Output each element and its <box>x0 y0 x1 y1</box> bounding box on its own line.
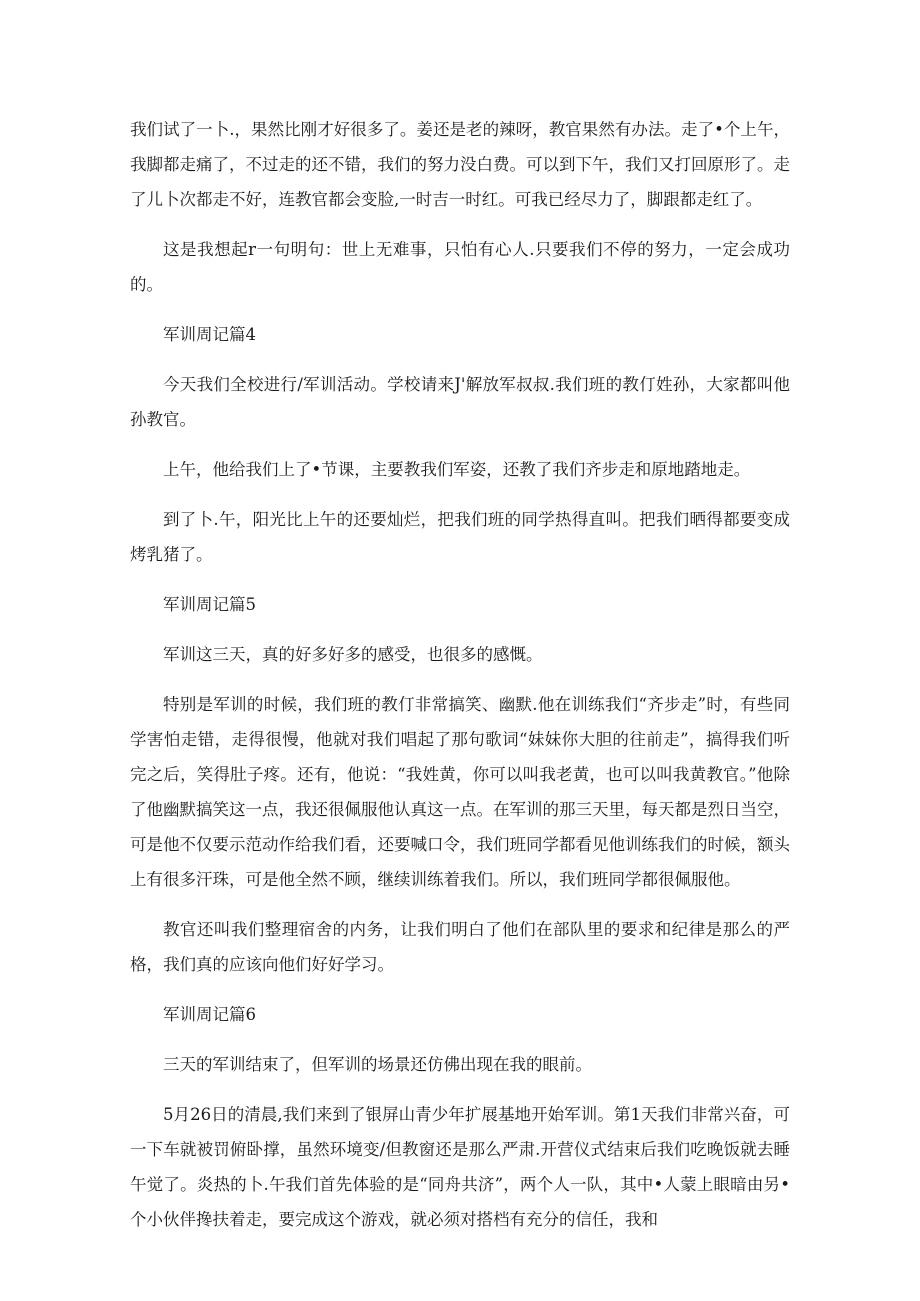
document-body <box>130 112 790 1252</box>
paragraph: 5月26日的清晨,我们来到了银屏山青少年扩展基地开始军训。第1天我们非常兴奋，可一下车就被罚俯卧撑，虽然环境变/但教窗还是那么严肃.开营仪式结束后我们吃晚饭就去睡午觉了。炎热的卜.午我们首先体验的是“同舟共济”，两个人一队，其中•人蒙上眼暗由另•个小伙伴搀扶着走，要完成这个游戏，就必须对搭档有充分的信任，我和 <box>130 1105 790 1229</box>
paragraph: 我们试了一卜.，果然比刚才好很多了。姜还是老的辣呀，教官果然有办法。走了•个上午，我脚都走痛了，不过走的还不错，我们的努力没白费。可以到下午，我们又打回原形了。走了儿卜次都走不好，连教官都会变脸,一时吉一时红。可我已经尽力了，脚跟都走红了。 <box>130 120 790 209</box>
paragraph: 教官还叫我们整理宿舍的内务，让我们明白了他们在部队里的要求和纪律是那么的严格，我们真的应该向他们好好学习。 <box>130 920 790 974</box>
paragraph: 特别是军训的时候，我们班的教仃非常搞笑、幽默.他在训练我们“齐步走”时，有些同学害怕走错，走得很慢，他就对我们唱起了那句歌词“妹妹你大胆的往前走”，搞得我们听完之后，笑得肚子疼。还有，他说：“我姓黄，你可以叫我老黄，也可以叫我黄教官。”他除了他幽默搞笑这一点，我还很佩服他认真这一点。在军训的那三天里，每天都是烈日当空，可是他不仅要示范动作给我们看，还要喊口令，我们班同学都看见他训练我们的时候，额头上有很多汗珠，可是他全然不顾，继续训练着我们。所以，我们班同学都很佩服他。 <box>130 695 790 889</box>
paragraph: 到了卜.午，阳光比上午的还要灿烂，把我们班的同学热得直叫。把我们晒得都要变成烤乳猪了。 <box>130 510 790 564</box>
section-heading: 军训周记篇4 <box>163 325 256 344</box>
paragraph: 军训这三天，真的好多好多的感受，也很多的感慨。 <box>163 645 543 664</box>
section-heading: 军训周记篇6 <box>163 1005 256 1024</box>
paragraph: 这是我想起r一句明句：世上无难事，只怕有心人.只要我们不停的努力，一定会成功的。 <box>130 240 790 294</box>
paragraph: 上午，他给我们上了•节课，主要教我们军姿，还教了我们齐步走和原地踏地走。 <box>163 460 751 479</box>
section-heading: 军训周记篇5 <box>163 595 256 614</box>
paragraph: 三天的军训结束了，但军训的场景还仿佛出现在我的眼前。 <box>163 1055 592 1074</box>
paragraph: 今天我们全校进行/军训活动。学校请来J'解放军叔叔.我们班的教仃姓孙，大家都叫他孙教官。 <box>130 375 790 429</box>
